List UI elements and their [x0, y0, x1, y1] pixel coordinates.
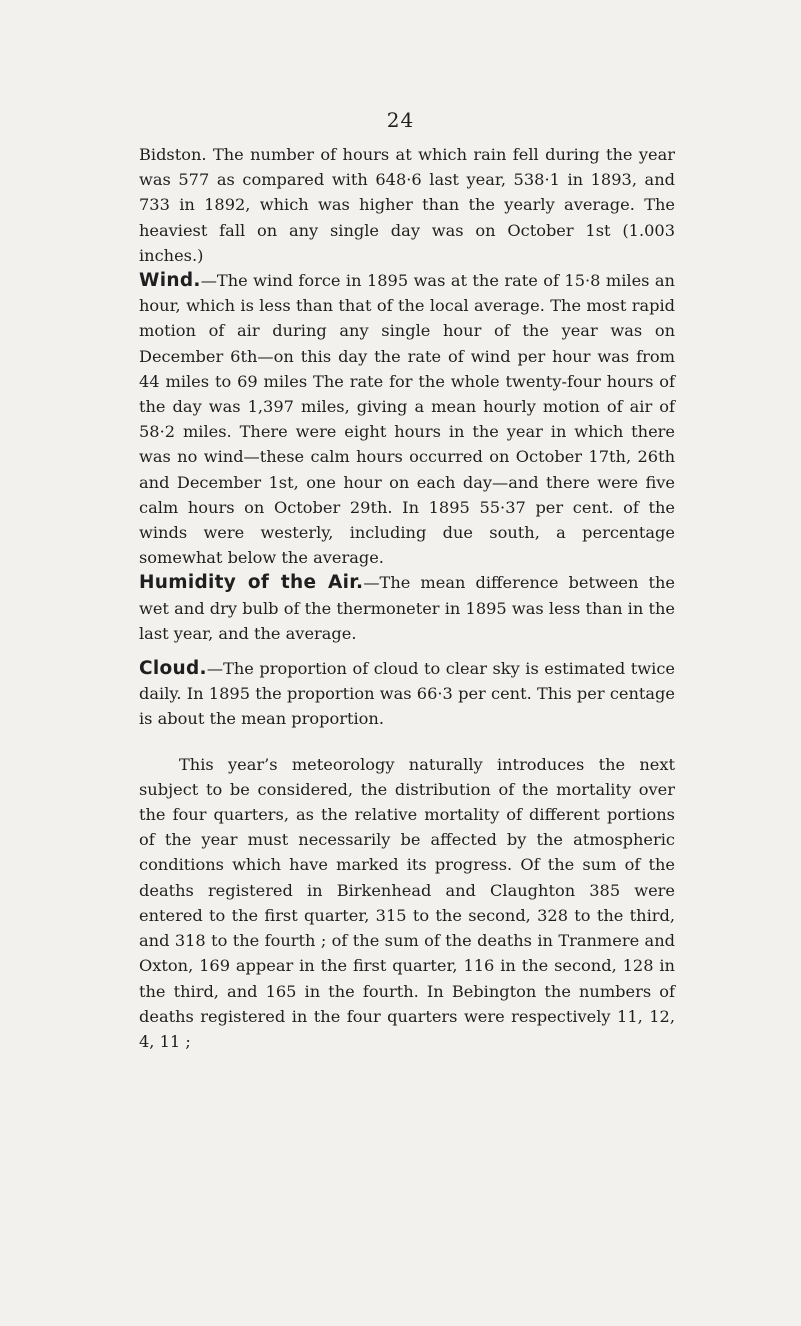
- paragraph-rain: Bidston. The number of hours at which rain fell during the year was 577 as compared with 648·6 last year, 538·1 in 1893, and 733 in 1892, which was higher than the yearly average. The heaviest fall on any single day was on October 1st (1.003 inches.): [139, 145, 675, 265]
- paragraph-humidity: [139, 570, 675, 646]
- paragraph-mortality: This year’s meteorology naturally introduces the next subject to be considered, the distribution of the mortality over the four quarters, as the relative mortality of different portions of the year must necessarily be affected by the atmospheric conditions which have marked its progress. Of the sum of the deaths registered in Birkenhead and Claughton 385 were entered to the first quarter, 315 to the second, 328 to the third, and 318 to the fourth ; of the sum of the deaths in Tranmere and Oxton, 169 appear in the first quarter, 116 in the second, 128 in the third, and 165 in the fourth. In Bebington the numbers of deaths registered in the four quarters were respectively 11, 12, 4, 11 ;: [139, 754, 675, 1051]
- heading-wind: Wind.: [139, 270, 201, 292]
- page-number: 24: [386, 108, 415, 132]
- body-text: [139, 142, 675, 1054]
- paragraph-wind: [139, 268, 675, 570]
- humidity-body: —The mean difference between the wet and dry bulb of the thermoneter in 1895 was less than in the last year, and the average.: [139, 573, 676, 643]
- heading-cloud: Cloud.: [139, 658, 207, 680]
- wind-body: —The wind force in 1895 was at the rate of 15·8 miles an hour, which is less than that of the local average. The most rapid motion of air during any single hour of the year was on December 6th—on this day the rate of wind per hour was from 44 miles to 69 miles The rate for the whole twenty-four hours of the day was 1,397 miles, giving a mean hourly motion of air of 58·2 miles. There were eight hours in the year in which there was no wind—these calm hours occurred on October 17th, 26th and December 1st, one hour on each day—and there were five calm hours on October 29th. In 1895 55·37 per cent. of the winds were westerly, including due south, a percentage somewhat below the average.: [139, 271, 675, 568]
- paragraph-cloud: [139, 656, 675, 732]
- heading-humidity: Humidity of the Air.: [139, 572, 364, 594]
- cloud-body: —The proportion of cloud to clear sky is estimated twice daily. In 1895 the proportion was 66·3 per cent. This per centage is about the mean proportion.: [139, 659, 675, 729]
